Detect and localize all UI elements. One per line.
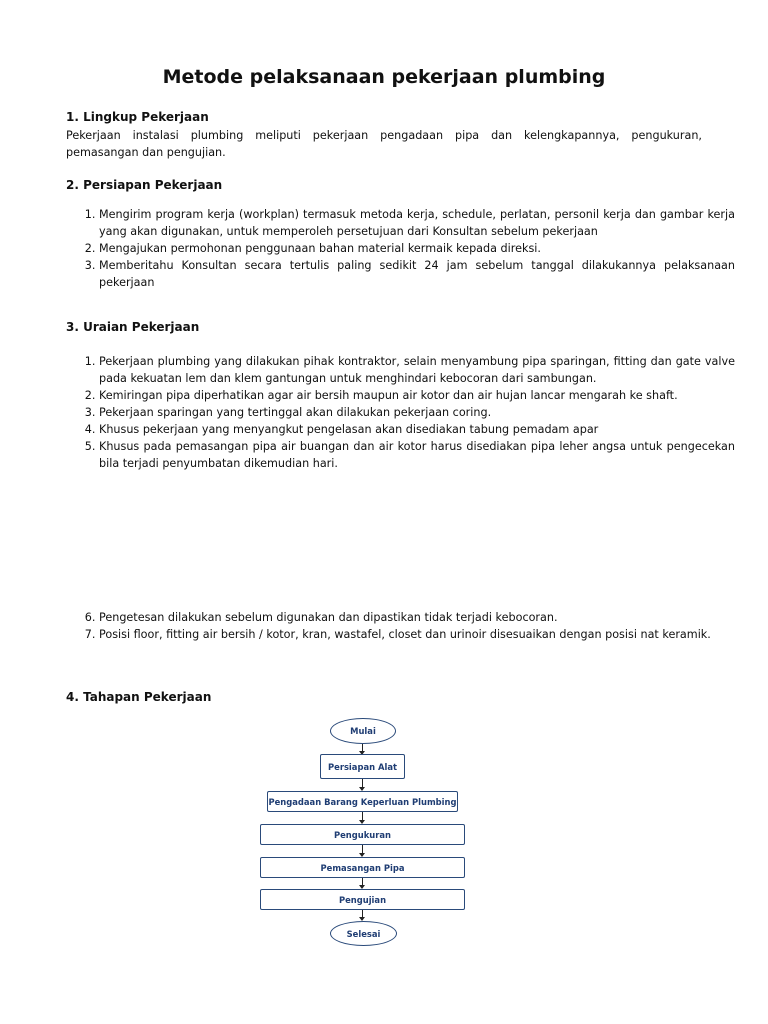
flow-node-start: Mulai: [330, 718, 396, 744]
flow-connector: [362, 812, 363, 820]
list-item: 3. Pekerjaan sparingan yang tertinggal akan dilakukan pekerjaan coring.: [99, 404, 735, 421]
flow-node-step: Pengukuran: [260, 824, 465, 845]
section-3-title: 3. Uraian Pekerjaan: [66, 320, 200, 334]
flow-connector: [362, 744, 363, 751]
list-item: 2. Kemiringan pipa diperhatikan agar air bersih maupun air kotor dan air hujan lancar mengarah ke shaft.: [99, 387, 735, 404]
flow-connector: [362, 910, 363, 917]
list-item: 5. Khusus pada pemasangan pipa air buangan dan air kotor harus disediakan pipa leher angsa untuk pengecekan bila terjadi penyumbatan dikemudian hari.: [99, 438, 735, 472]
flow-connector: [362, 779, 363, 787]
section-3-list-continued: [66, 609, 735, 643]
list-item: 7. Posisi floor, fitting air bersih / kotor, kran, wastafel, closet dan urinoir disesuaikan dengan posisi nat keramik.: [99, 626, 735, 643]
page-title: Metode pelaksanaan pekerjaan plumbing: [162, 66, 606, 88]
list-item: 3. Memberitahu Konsultan secara tertulis paling sedikit 24 jam sebelum tanggal dilakukannya pelaksanaan pekerjaan: [99, 257, 735, 291]
list-item: 1. Mengirim program kerja (workplan) termasuk metoda kerja, schedule, perlatan, personil kerja dan gambar kerja yang akan digunakan, untuk memperoleh persetujuan dari Konsultan sebelum pekerjaan: [99, 206, 735, 240]
flow-node-step: Pengadaan Barang Keperluan Plumbing: [267, 791, 458, 812]
flow-connector: [362, 878, 363, 885]
flow-node-step: Pengujian: [260, 889, 465, 910]
list-item: 4. Khusus pekerjaan yang menyangkut pengelasan akan disediakan tabung pemadam apar: [99, 421, 735, 438]
section-4-title: 4. Tahapan Pekerjaan: [66, 690, 212, 704]
section-3-list: [66, 353, 735, 472]
flow-node-step: Pemasangan Pipa: [260, 857, 465, 878]
section-1-text: Pekerjaan instalasi plumbing meliputi pekerjaan pengadaan pipa dan kelengkapannya, pengukuran, pemasangan dan pengujian.: [66, 129, 702, 159]
list-item: 2. Mengajukan permohonan penggunaan bahan material kermaik kepada direksi.: [99, 240, 735, 257]
section-2-title: 2. Persiapan Pekerjaan: [66, 178, 223, 192]
list-item: 1. Pekerjaan plumbing yang dilakukan pihak kontraktor, selain menyambung pipa sparingan, fitting dan gate valve pada kekuatan lem dan klem gantungan untuk menghindari kebocoran dari sambungan.: [99, 353, 735, 387]
list-item: 6. Pengetesan dilakukan sebelum digunakan dan dipastikan tidak terjadi kebocoran.: [99, 609, 735, 626]
flow-connector: [362, 845, 363, 853]
section-2-list: [66, 206, 735, 291]
section-1-title: 1. Lingkup Pekerjaan: [66, 110, 209, 124]
flow-node-end: Selesai: [330, 921, 397, 946]
flow-node-step: Persiapan Alat: [320, 754, 405, 779]
